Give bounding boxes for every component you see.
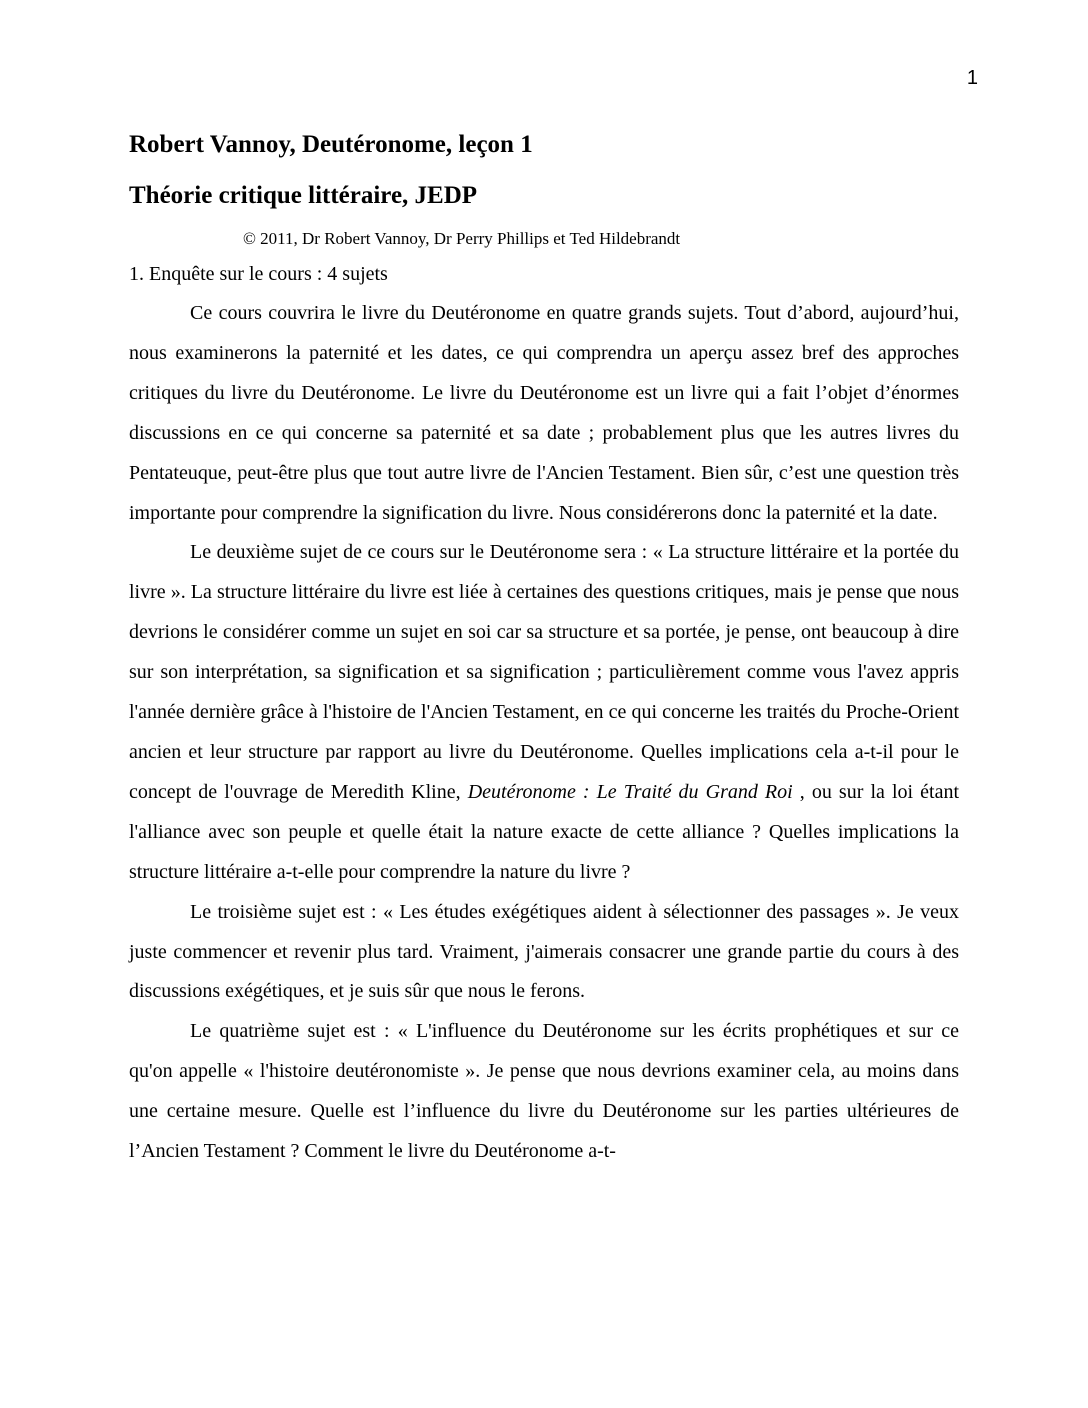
- book-title-italic: Deutéronome : Le Traité du Grand Roi: [467, 780, 793, 803]
- paragraph-4: Le quatrième sujet est : « L'influence du Deutéronome sur les écrits prophétiques et sur ce qu'on appelle « l'histoire deutéronomiste ». Je pense que nous devrions examiner cela, au moins dans une certaine mesure. Quelle est l’influence du livre du Deutéronome sur les parties ultérieures de l’Ancien Testament ? Comment le livre du Deutéronome a-t-: [129, 1020, 959, 1163]
- copyright-line: © 2011, Dr Robert Vannoy, Dr Perry Phillips et Ted Hildebrandt: [243, 229, 681, 248]
- document-subtitle: Théorie critique littéraire, JEDP: [129, 182, 478, 209]
- body-text: [129, 294, 959, 1172]
- paragraph-3: Le troisième sujet est : « Les études exégétiques aident à sélectionner des passages ». Je veux juste commencer et revenir plus tard. Vraiment, j'aimerais consacrer une grande partie du cours à des discussions exégétiques, et je suis sûr que nous le ferons.: [129, 900, 959, 1003]
- page-number: 1: [966, 67, 978, 89]
- paragraph-2-text-start: Le deuxième sujet de ce cours sur le Deutéronome sera : « La structure littéraire et la portée du livre ». La structure littéraire du livre est liée à certaines des questions critiques, mais je pense que nous devrions le considérer comme un sujet en soi car sa structure et sa portée, je pense, ont beaucoup à dire sur son interprétation, sa signification et sa signification ; particulièrement comme vous l'avez appris l'année dernière grâce à l'histoire de l'Ancien Testament, en ce qui concerne les traités du Proche-Orient ancien et leur structure par rapport au livre du Deutéronome. Quelles implications cela a-t-il pour le concept de l'ouvrage de Meredith Kline,: [129, 541, 959, 803]
- paragraph-2-text-end: , ou sur la loi étant l'alliance avec son peuple et quelle était la nature exacte de cette alliance ? Quelles implications la structure littéraire a-t-elle pour comprendre la nature du livre ?: [129, 780, 960, 883]
- document-title: Robert Vannoy, Deutéronome, leçon 1: [129, 131, 533, 158]
- section-heading: 1. Enquête sur le cours : 4 sujets: [129, 263, 388, 285]
- paragraph-1: Ce cours couvrira le livre du Deutéronome en quatre grands sujets. Tout d’abord, aujourd’hui, nous examinerons la paternité et les dates, ce qui comprendra un aperçu assez bref des approches critiques du livre du Deutéronome. Le livre du Deutéronome est un livre qui a fait l’objet d’énormes discussions en ce qui concerne sa paternité et sa date ; probablement plus que les autres livres du Pentateuque, peut-être plus que tout autre livre de l'Ancien Testament. Bien sûr, c’est une question très importante pour comprendre la signification du livre. Nous considérerons donc la paternité et la date.: [129, 302, 959, 524]
- paragraph-2: [129, 533, 959, 892]
